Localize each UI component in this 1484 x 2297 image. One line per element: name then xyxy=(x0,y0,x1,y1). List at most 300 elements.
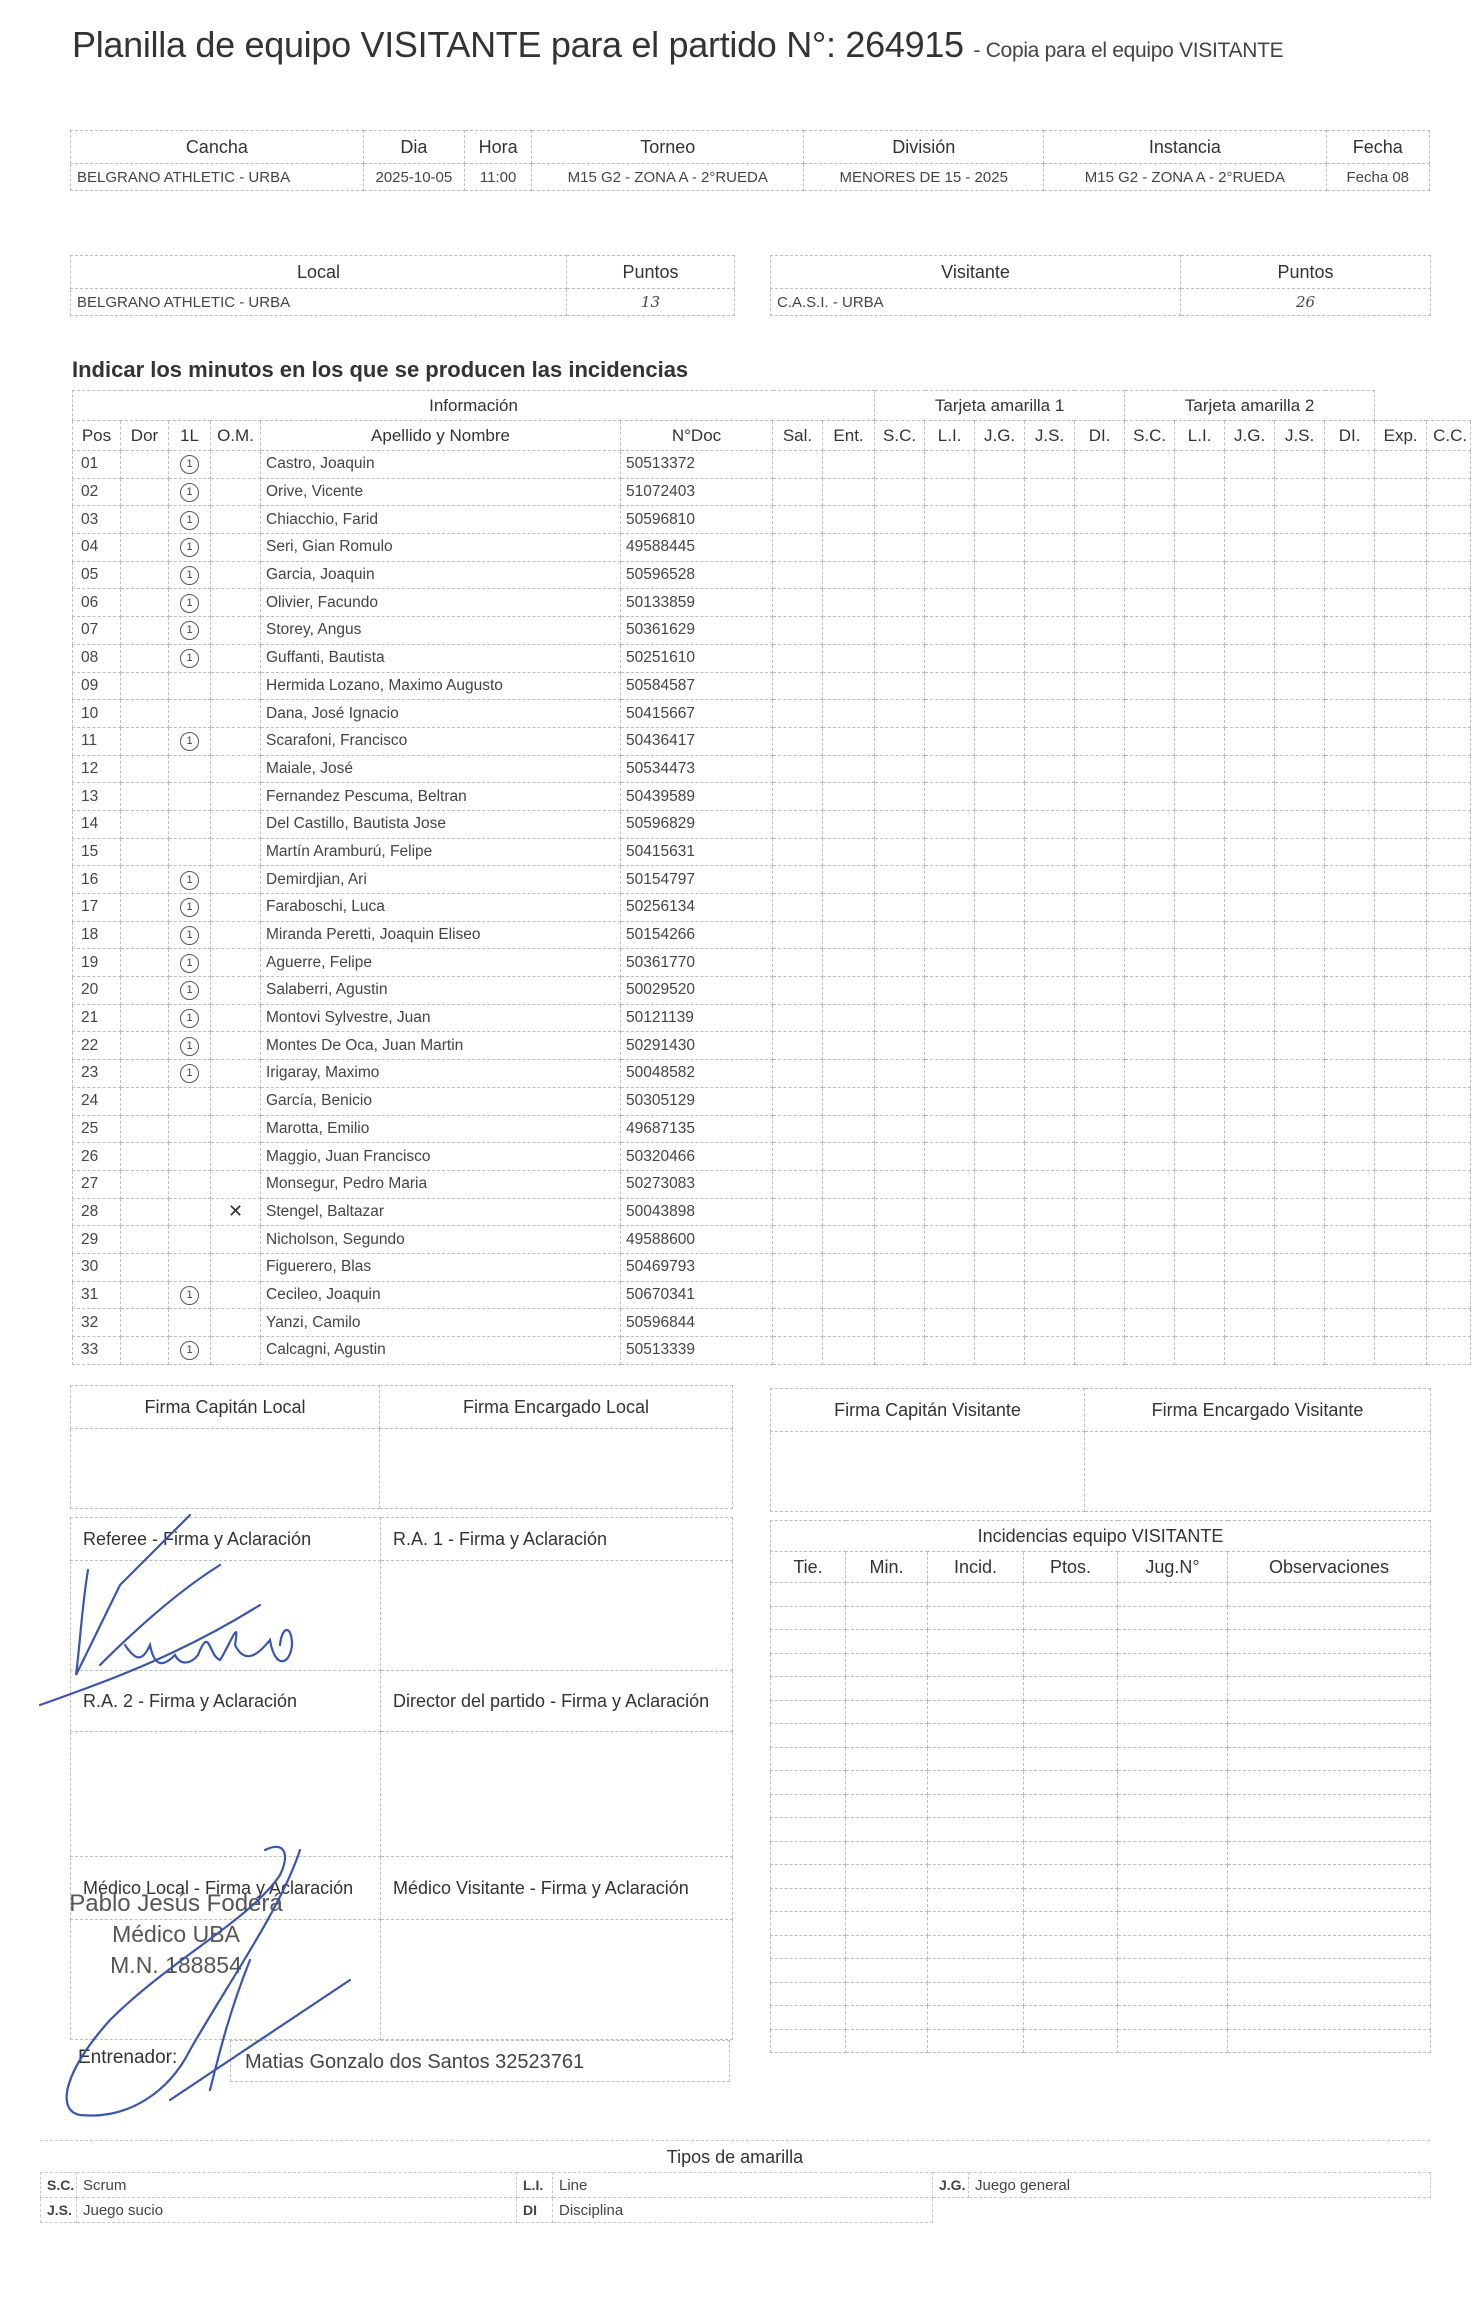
incident-min-field[interactable] xyxy=(846,1771,928,1795)
player-ta2-di-field[interactable] xyxy=(1325,534,1375,562)
player-ta2-js-field[interactable] xyxy=(1275,1309,1325,1337)
player-ta1-li-field[interactable] xyxy=(925,949,975,977)
player-ta1-li-field[interactable] xyxy=(925,506,975,534)
player-ta2-sc-field[interactable] xyxy=(1125,1309,1175,1337)
player-ta1-js-field[interactable] xyxy=(1025,783,1075,811)
player-sal-field[interactable] xyxy=(773,1170,823,1198)
incident-jug-field[interactable] xyxy=(1118,1935,1228,1959)
player-ta2-di-field[interactable] xyxy=(1325,589,1375,617)
player-ta2-sc-field[interactable] xyxy=(1125,838,1175,866)
player-ta2-jg-field[interactable] xyxy=(1225,838,1275,866)
incident-obs-field[interactable] xyxy=(1228,2029,1431,2053)
player-ta1-li-field[interactable] xyxy=(925,451,975,479)
player-ta1-li-field[interactable] xyxy=(925,727,975,755)
ra1-signature-field[interactable] xyxy=(381,1561,733,1671)
incident-tie-field[interactable] xyxy=(771,1818,846,1842)
player-dorsal-field[interactable] xyxy=(121,1309,169,1337)
player-ta1-sc-field[interactable] xyxy=(875,1281,925,1309)
player-sal-field[interactable] xyxy=(773,810,823,838)
player-sal-field[interactable] xyxy=(773,977,823,1005)
player-ta2-jg-field[interactable] xyxy=(1225,1004,1275,1032)
player-ta1-sc-field[interactable] xyxy=(875,1226,925,1254)
player-dorsal-field[interactable] xyxy=(121,451,169,479)
player-cc-field[interactable] xyxy=(1427,617,1471,645)
player-exp-field[interactable] xyxy=(1375,700,1427,728)
incident-incid-field[interactable] xyxy=(928,2029,1024,2053)
player-ta1-di-field[interactable] xyxy=(1075,644,1125,672)
player-ta2-jg-field[interactable] xyxy=(1225,700,1275,728)
player-dorsal-field[interactable] xyxy=(121,783,169,811)
player-ent-field[interactable] xyxy=(823,755,875,783)
player-ta2-jg-field[interactable] xyxy=(1225,506,1275,534)
player-ta1-js-field[interactable] xyxy=(1025,506,1075,534)
player-ta2-js-field[interactable] xyxy=(1275,838,1325,866)
player-ta2-li-field[interactable] xyxy=(1175,1060,1225,1088)
player-cc-field[interactable] xyxy=(1427,977,1471,1005)
player-ta2-js-field[interactable] xyxy=(1275,1032,1325,1060)
player-ta2-li-field[interactable] xyxy=(1175,1032,1225,1060)
player-ent-field[interactable] xyxy=(823,838,875,866)
player-dorsal-field[interactable] xyxy=(121,977,169,1005)
incident-ptos-field[interactable] xyxy=(1024,1841,1118,1865)
player-ent-field[interactable] xyxy=(823,1337,875,1365)
player-ta2-li-field[interactable] xyxy=(1175,783,1225,811)
player-ent-field[interactable] xyxy=(823,451,875,479)
player-ta2-jg-field[interactable] xyxy=(1225,783,1275,811)
player-ta1-di-field[interactable] xyxy=(1075,1226,1125,1254)
player-ta2-di-field[interactable] xyxy=(1325,1309,1375,1337)
incident-min-field[interactable] xyxy=(846,1630,928,1654)
player-ta2-js-field[interactable] xyxy=(1275,1087,1325,1115)
player-ta2-jg-field[interactable] xyxy=(1225,1198,1275,1226)
player-ta2-li-field[interactable] xyxy=(1175,755,1225,783)
incident-obs-field[interactable] xyxy=(1228,1959,1431,1983)
player-ta2-li-field[interactable] xyxy=(1175,506,1225,534)
player-ta1-di-field[interactable] xyxy=(1075,534,1125,562)
player-ta1-li-field[interactable] xyxy=(925,783,975,811)
incident-jug-field[interactable] xyxy=(1118,1794,1228,1818)
incident-min-field[interactable] xyxy=(846,1982,928,2006)
player-ta1-js-field[interactable] xyxy=(1025,866,1075,894)
player-ta2-sc-field[interactable] xyxy=(1125,1087,1175,1115)
player-ta2-jg-field[interactable] xyxy=(1225,644,1275,672)
referee-signature-field[interactable] xyxy=(71,1561,381,1671)
player-ta2-di-field[interactable] xyxy=(1325,617,1375,645)
player-ta1-sc-field[interactable] xyxy=(875,1253,925,1281)
player-cc-field[interactable] xyxy=(1427,866,1471,894)
player-ta2-jg-field[interactable] xyxy=(1225,921,1275,949)
player-exp-field[interactable] xyxy=(1375,810,1427,838)
player-sal-field[interactable] xyxy=(773,1226,823,1254)
player-ta2-li-field[interactable] xyxy=(1175,672,1225,700)
player-ta1-sc-field[interactable] xyxy=(875,644,925,672)
player-ta1-li-field[interactable] xyxy=(925,810,975,838)
player-ta2-sc-field[interactable] xyxy=(1125,1198,1175,1226)
player-ta1-jg-field[interactable] xyxy=(975,810,1025,838)
ra2-signature-field[interactable] xyxy=(71,1732,381,1857)
player-dorsal-field[interactable] xyxy=(121,727,169,755)
player-sal-field[interactable] xyxy=(773,589,823,617)
player-ent-field[interactable] xyxy=(823,949,875,977)
player-ta1-sc-field[interactable] xyxy=(875,866,925,894)
player-exp-field[interactable] xyxy=(1375,644,1427,672)
incident-incid-field[interactable] xyxy=(928,1771,1024,1795)
player-ta2-js-field[interactable] xyxy=(1275,478,1325,506)
player-ta2-sc-field[interactable] xyxy=(1125,561,1175,589)
player-ta2-js-field[interactable] xyxy=(1275,617,1325,645)
player-ent-field[interactable] xyxy=(823,1253,875,1281)
incident-jug-field[interactable] xyxy=(1118,1771,1228,1795)
player-ta2-js-field[interactable] xyxy=(1275,1115,1325,1143)
incident-ptos-field[interactable] xyxy=(1024,1865,1118,1889)
incident-jug-field[interactable] xyxy=(1118,1724,1228,1748)
player-cc-field[interactable] xyxy=(1427,838,1471,866)
player-ent-field[interactable] xyxy=(823,1281,875,1309)
player-dorsal-field[interactable] xyxy=(121,1004,169,1032)
player-ta1-di-field[interactable] xyxy=(1075,783,1125,811)
player-sal-field[interactable] xyxy=(773,1309,823,1337)
player-cc-field[interactable] xyxy=(1427,1004,1471,1032)
player-ta2-jg-field[interactable] xyxy=(1225,561,1275,589)
player-ta1-js-field[interactable] xyxy=(1025,1253,1075,1281)
player-cc-field[interactable] xyxy=(1427,700,1471,728)
incident-ptos-field[interactable] xyxy=(1024,1653,1118,1677)
player-ta2-di-field[interactable] xyxy=(1325,810,1375,838)
player-cc-field[interactable] xyxy=(1427,1060,1471,1088)
player-ta1-js-field[interactable] xyxy=(1025,1087,1075,1115)
player-ent-field[interactable] xyxy=(823,866,875,894)
player-ta1-li-field[interactable] xyxy=(925,644,975,672)
player-ent-field[interactable] xyxy=(823,589,875,617)
player-ta2-sc-field[interactable] xyxy=(1125,506,1175,534)
player-dorsal-field[interactable] xyxy=(121,506,169,534)
player-sal-field[interactable] xyxy=(773,1253,823,1281)
incident-min-field[interactable] xyxy=(846,2006,928,2030)
player-ta2-li-field[interactable] xyxy=(1175,894,1225,922)
player-ta1-di-field[interactable] xyxy=(1075,1032,1125,1060)
player-ta2-li-field[interactable] xyxy=(1175,727,1225,755)
incident-min-field[interactable] xyxy=(846,1959,928,1983)
player-ta2-js-field[interactable] xyxy=(1275,1198,1325,1226)
player-ta2-jg-field[interactable] xyxy=(1225,478,1275,506)
player-ta1-js-field[interactable] xyxy=(1025,921,1075,949)
player-cc-field[interactable] xyxy=(1427,810,1471,838)
player-ta2-jg-field[interactable] xyxy=(1225,672,1275,700)
player-ta1-di-field[interactable] xyxy=(1075,1170,1125,1198)
player-ta1-di-field[interactable] xyxy=(1075,949,1125,977)
player-exp-field[interactable] xyxy=(1375,1115,1427,1143)
player-ta2-li-field[interactable] xyxy=(1175,866,1225,894)
player-ta1-jg-field[interactable] xyxy=(975,894,1025,922)
player-sal-field[interactable] xyxy=(773,672,823,700)
incident-incid-field[interactable] xyxy=(928,1912,1024,1936)
player-ta1-li-field[interactable] xyxy=(925,755,975,783)
player-exp-field[interactable] xyxy=(1375,1309,1427,1337)
player-ta2-li-field[interactable] xyxy=(1175,1253,1225,1281)
player-ta2-js-field[interactable] xyxy=(1275,727,1325,755)
player-ta2-js-field[interactable] xyxy=(1275,1170,1325,1198)
player-exp-field[interactable] xyxy=(1375,1226,1427,1254)
player-ta1-li-field[interactable] xyxy=(925,672,975,700)
player-ta1-di-field[interactable] xyxy=(1075,561,1125,589)
player-ta2-li-field[interactable] xyxy=(1175,700,1225,728)
incident-ptos-field[interactable] xyxy=(1024,1677,1118,1701)
player-ta2-js-field[interactable] xyxy=(1275,451,1325,479)
player-sal-field[interactable] xyxy=(773,783,823,811)
incident-jug-field[interactable] xyxy=(1118,2029,1228,2053)
player-sal-field[interactable] xyxy=(773,1198,823,1226)
player-ta1-js-field[interactable] xyxy=(1025,949,1075,977)
player-ta2-js-field[interactable] xyxy=(1275,949,1325,977)
player-exp-field[interactable] xyxy=(1375,727,1427,755)
player-cc-field[interactable] xyxy=(1427,921,1471,949)
player-cc-field[interactable] xyxy=(1427,755,1471,783)
player-ta2-js-field[interactable] xyxy=(1275,589,1325,617)
incident-jug-field[interactable] xyxy=(1118,1630,1228,1654)
player-cc-field[interactable] xyxy=(1427,727,1471,755)
player-ta1-js-field[interactable] xyxy=(1025,977,1075,1005)
player-ta1-jg-field[interactable] xyxy=(975,1198,1025,1226)
player-ta1-jg-field[interactable] xyxy=(975,1309,1025,1337)
player-dorsal-field[interactable] xyxy=(121,534,169,562)
incident-obs-field[interactable] xyxy=(1228,1724,1431,1748)
incident-incid-field[interactable] xyxy=(928,1865,1024,1889)
player-cc-field[interactable] xyxy=(1427,1226,1471,1254)
player-ent-field[interactable] xyxy=(823,1087,875,1115)
player-ta2-js-field[interactable] xyxy=(1275,506,1325,534)
player-ta1-js-field[interactable] xyxy=(1025,1060,1075,1088)
player-ent-field[interactable] xyxy=(823,644,875,672)
player-ta2-jg-field[interactable] xyxy=(1225,727,1275,755)
player-exp-field[interactable] xyxy=(1375,894,1427,922)
player-ent-field[interactable] xyxy=(823,1004,875,1032)
incident-ptos-field[interactable] xyxy=(1024,1959,1118,1983)
player-ta2-js-field[interactable] xyxy=(1275,894,1325,922)
player-ta2-li-field[interactable] xyxy=(1175,1226,1225,1254)
player-ent-field[interactable] xyxy=(823,1060,875,1088)
incident-incid-field[interactable] xyxy=(928,2006,1024,2030)
player-sal-field[interactable] xyxy=(773,644,823,672)
player-ta1-jg-field[interactable] xyxy=(975,977,1025,1005)
player-ta1-li-field[interactable] xyxy=(925,1337,975,1365)
player-ta2-di-field[interactable] xyxy=(1325,838,1375,866)
player-sal-field[interactable] xyxy=(773,894,823,922)
player-ta1-js-field[interactable] xyxy=(1025,894,1075,922)
player-exp-field[interactable] xyxy=(1375,1281,1427,1309)
incident-tie-field[interactable] xyxy=(771,1959,846,1983)
player-ta2-jg-field[interactable] xyxy=(1225,1226,1275,1254)
player-ta1-jg-field[interactable] xyxy=(975,1281,1025,1309)
player-dorsal-field[interactable] xyxy=(121,949,169,977)
player-ent-field[interactable] xyxy=(823,534,875,562)
player-ta1-js-field[interactable] xyxy=(1025,478,1075,506)
player-ta2-jg-field[interactable] xyxy=(1225,451,1275,479)
player-ta1-js-field[interactable] xyxy=(1025,727,1075,755)
incident-obs-field[interactable] xyxy=(1228,1771,1431,1795)
player-exp-field[interactable] xyxy=(1375,561,1427,589)
incident-min-field[interactable] xyxy=(846,1606,928,1630)
incident-jug-field[interactable] xyxy=(1118,2006,1228,2030)
player-ta2-di-field[interactable] xyxy=(1325,506,1375,534)
player-ta2-li-field[interactable] xyxy=(1175,838,1225,866)
player-dorsal-field[interactable] xyxy=(121,1226,169,1254)
player-ta1-li-field[interactable] xyxy=(925,1253,975,1281)
incident-min-field[interactable] xyxy=(846,1724,928,1748)
player-sal-field[interactable] xyxy=(773,1004,823,1032)
player-exp-field[interactable] xyxy=(1375,949,1427,977)
player-ent-field[interactable] xyxy=(823,561,875,589)
player-dorsal-field[interactable] xyxy=(121,1060,169,1088)
incident-incid-field[interactable] xyxy=(928,1794,1024,1818)
player-dorsal-field[interactable] xyxy=(121,478,169,506)
player-ta1-sc-field[interactable] xyxy=(875,1004,925,1032)
player-ta2-jg-field[interactable] xyxy=(1225,617,1275,645)
player-dorsal-field[interactable] xyxy=(121,1143,169,1171)
player-sal-field[interactable] xyxy=(773,561,823,589)
player-ta2-jg-field[interactable] xyxy=(1225,894,1275,922)
player-ta1-jg-field[interactable] xyxy=(975,644,1025,672)
incident-obs-field[interactable] xyxy=(1228,1912,1431,1936)
player-exp-field[interactable] xyxy=(1375,1060,1427,1088)
player-ta2-jg-field[interactable] xyxy=(1225,1309,1275,1337)
incident-tie-field[interactable] xyxy=(771,1771,846,1795)
player-ta1-li-field[interactable] xyxy=(925,838,975,866)
player-ent-field[interactable] xyxy=(823,1143,875,1171)
player-ta1-js-field[interactable] xyxy=(1025,1337,1075,1365)
player-ta1-jg-field[interactable] xyxy=(975,838,1025,866)
incident-jug-field[interactable] xyxy=(1118,1818,1228,1842)
player-ta1-sc-field[interactable] xyxy=(875,838,925,866)
player-ta2-jg-field[interactable] xyxy=(1225,1337,1275,1365)
player-ent-field[interactable] xyxy=(823,977,875,1005)
player-exp-field[interactable] xyxy=(1375,1143,1427,1171)
incident-obs-field[interactable] xyxy=(1228,1677,1431,1701)
player-ta2-jg-field[interactable] xyxy=(1225,810,1275,838)
incident-jug-field[interactable] xyxy=(1118,1865,1228,1889)
player-exp-field[interactable] xyxy=(1375,838,1427,866)
player-ta1-jg-field[interactable] xyxy=(975,866,1025,894)
player-cc-field[interactable] xyxy=(1427,561,1471,589)
player-ta1-js-field[interactable] xyxy=(1025,589,1075,617)
player-ta1-li-field[interactable] xyxy=(925,1143,975,1171)
incident-tie-field[interactable] xyxy=(771,1653,846,1677)
incident-jug-field[interactable] xyxy=(1118,1700,1228,1724)
player-exp-field[interactable] xyxy=(1375,1198,1427,1226)
manager-local-signature-field[interactable] xyxy=(380,1429,733,1509)
player-ta1-sc-field[interactable] xyxy=(875,534,925,562)
player-ta2-sc-field[interactable] xyxy=(1125,866,1175,894)
player-ta2-li-field[interactable] xyxy=(1175,478,1225,506)
incident-incid-field[interactable] xyxy=(928,1630,1024,1654)
player-ta2-js-field[interactable] xyxy=(1275,977,1325,1005)
player-ta2-sc-field[interactable] xyxy=(1125,451,1175,479)
incident-incid-field[interactable] xyxy=(928,1583,1024,1607)
player-ta2-di-field[interactable] xyxy=(1325,727,1375,755)
incident-min-field[interactable] xyxy=(846,1700,928,1724)
player-ta1-di-field[interactable] xyxy=(1075,617,1125,645)
player-ta2-sc-field[interactable] xyxy=(1125,589,1175,617)
incident-jug-field[interactable] xyxy=(1118,1888,1228,1912)
player-ent-field[interactable] xyxy=(823,478,875,506)
incident-min-field[interactable] xyxy=(846,2029,928,2053)
player-sal-field[interactable] xyxy=(773,921,823,949)
player-ta2-li-field[interactable] xyxy=(1175,1337,1225,1365)
player-ta1-di-field[interactable] xyxy=(1075,672,1125,700)
player-exp-field[interactable] xyxy=(1375,1004,1427,1032)
player-ta2-sc-field[interactable] xyxy=(1125,1170,1175,1198)
player-cc-field[interactable] xyxy=(1427,478,1471,506)
player-ta1-di-field[interactable] xyxy=(1075,1198,1125,1226)
player-ta1-di-field[interactable] xyxy=(1075,506,1125,534)
player-ta1-di-field[interactable] xyxy=(1075,1004,1125,1032)
player-ta1-js-field[interactable] xyxy=(1025,1198,1075,1226)
player-ta1-li-field[interactable] xyxy=(925,534,975,562)
player-ta1-di-field[interactable] xyxy=(1075,1143,1125,1171)
player-ta1-di-field[interactable] xyxy=(1075,1253,1125,1281)
player-ta2-li-field[interactable] xyxy=(1175,1143,1225,1171)
player-ta2-di-field[interactable] xyxy=(1325,561,1375,589)
player-ta1-li-field[interactable] xyxy=(925,617,975,645)
player-ta2-jg-field[interactable] xyxy=(1225,534,1275,562)
player-cc-field[interactable] xyxy=(1427,1087,1471,1115)
player-ta2-sc-field[interactable] xyxy=(1125,727,1175,755)
incident-ptos-field[interactable] xyxy=(1024,1747,1118,1771)
player-ta2-sc-field[interactable] xyxy=(1125,1281,1175,1309)
player-exp-field[interactable] xyxy=(1375,755,1427,783)
player-ta1-sc-field[interactable] xyxy=(875,755,925,783)
player-exp-field[interactable] xyxy=(1375,977,1427,1005)
player-ta2-li-field[interactable] xyxy=(1175,644,1225,672)
player-ta2-jg-field[interactable] xyxy=(1225,1253,1275,1281)
player-ta1-sc-field[interactable] xyxy=(875,1087,925,1115)
player-ta1-jg-field[interactable] xyxy=(975,921,1025,949)
player-ta1-di-field[interactable] xyxy=(1075,866,1125,894)
player-ta2-di-field[interactable] xyxy=(1325,755,1375,783)
player-exp-field[interactable] xyxy=(1375,534,1427,562)
player-ta1-di-field[interactable] xyxy=(1075,1281,1125,1309)
player-ta1-sc-field[interactable] xyxy=(875,1115,925,1143)
incident-min-field[interactable] xyxy=(846,1653,928,1677)
player-ta2-di-field[interactable] xyxy=(1325,1337,1375,1365)
incident-obs-field[interactable] xyxy=(1228,1982,1431,2006)
player-cc-field[interactable] xyxy=(1427,1143,1471,1171)
manager-visitor-signature-field[interactable] xyxy=(1085,1432,1431,1512)
player-ta1-jg-field[interactable] xyxy=(975,1060,1025,1088)
player-ta2-jg-field[interactable] xyxy=(1225,1170,1275,1198)
player-ta2-jg-field[interactable] xyxy=(1225,755,1275,783)
player-exp-field[interactable] xyxy=(1375,921,1427,949)
player-ta2-js-field[interactable] xyxy=(1275,1253,1325,1281)
player-ta2-di-field[interactable] xyxy=(1325,1226,1375,1254)
incident-ptos-field[interactable] xyxy=(1024,2029,1118,2053)
player-ta1-sc-field[interactable] xyxy=(875,700,925,728)
player-cc-field[interactable] xyxy=(1427,1032,1471,1060)
player-ta2-sc-field[interactable] xyxy=(1125,1143,1175,1171)
player-ta1-di-field[interactable] xyxy=(1075,894,1125,922)
player-sal-field[interactable] xyxy=(773,451,823,479)
incident-tie-field[interactable] xyxy=(771,2029,846,2053)
player-dorsal-field[interactable] xyxy=(121,700,169,728)
player-ta1-sc-field[interactable] xyxy=(875,1060,925,1088)
player-ta1-jg-field[interactable] xyxy=(975,589,1025,617)
player-ent-field[interactable] xyxy=(823,1309,875,1337)
player-ta2-di-field[interactable] xyxy=(1325,1004,1375,1032)
player-dorsal-field[interactable] xyxy=(121,810,169,838)
player-exp-field[interactable] xyxy=(1375,1170,1427,1198)
player-ta1-sc-field[interactable] xyxy=(875,672,925,700)
incident-obs-field[interactable] xyxy=(1228,2006,1431,2030)
player-ta1-li-field[interactable] xyxy=(925,1087,975,1115)
